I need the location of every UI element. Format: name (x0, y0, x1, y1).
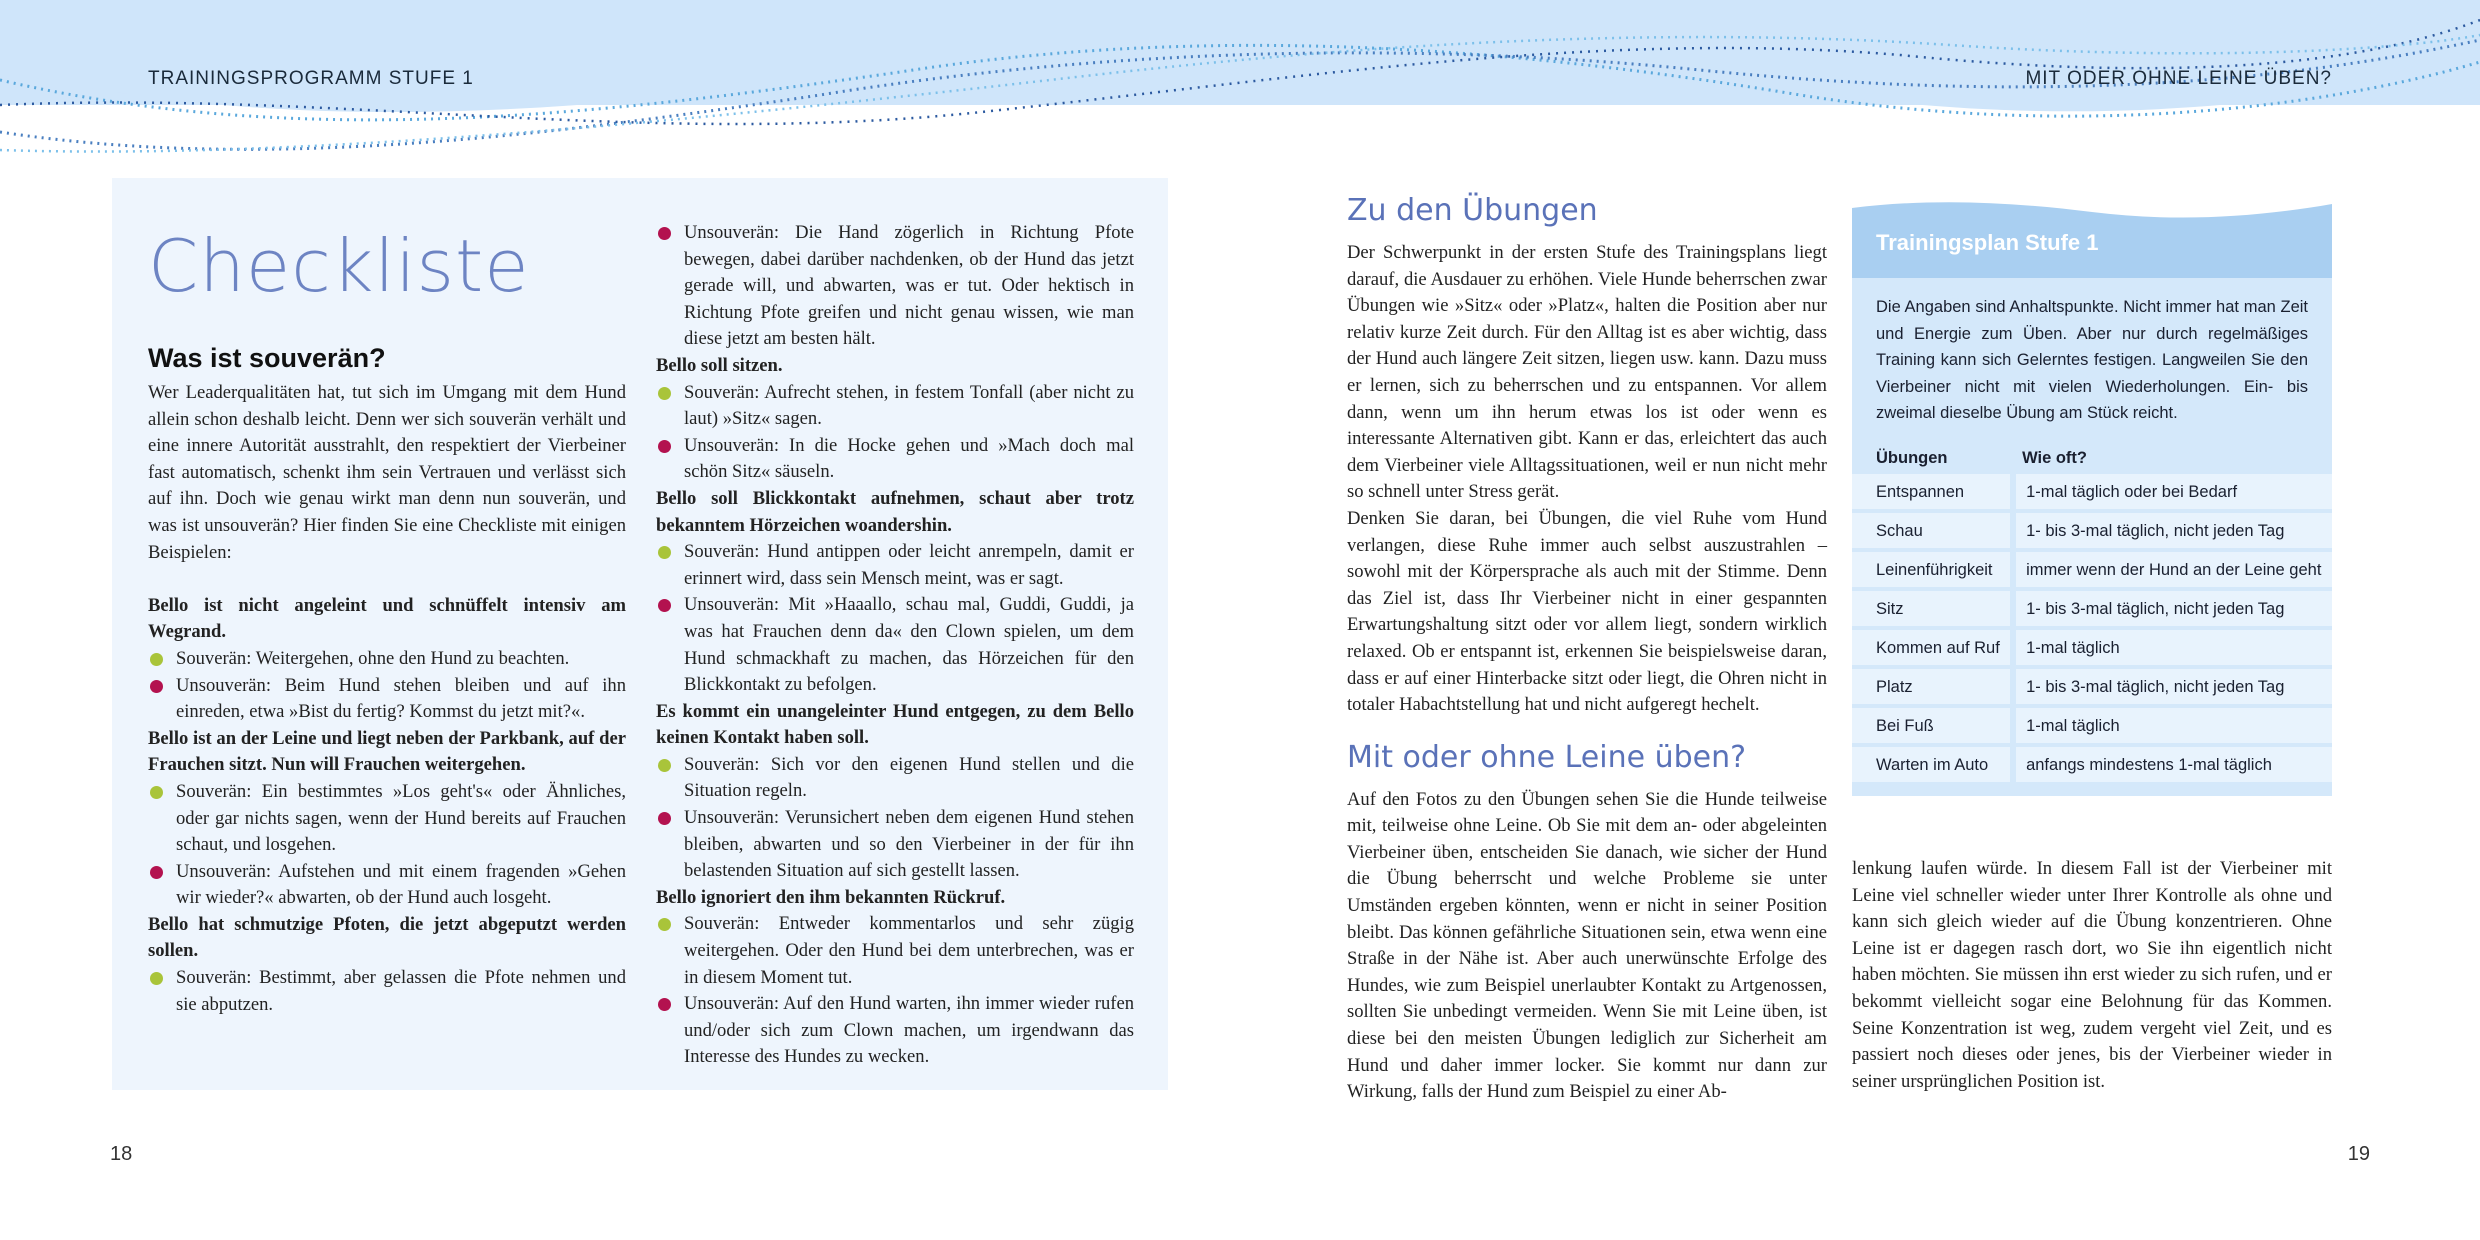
training-plan-box (1852, 198, 2332, 798)
scenario-title: Bello soll Blickkontakt aufnehmen, schaut aber trotz bekanntem Hörzeichen woandershin. (656, 487, 1134, 536)
red-bullet-icon (658, 998, 671, 1011)
red-bullet-icon (150, 680, 163, 693)
frequency-cell: 1- bis 3-mal täglich, nicht jeden Tag (2010, 669, 2332, 704)
table-row (1852, 708, 2332, 743)
section-heading-exercises: Zu den Übungen (1347, 193, 1598, 228)
exercise-cell: Bei Fuß (1852, 708, 2010, 743)
checklist-column-2 (656, 220, 1134, 1071)
article-column-1 (1347, 190, 1827, 1106)
list-item: Souverän: Ein bestimmtes »Los geht's« oder Ähnliches, oder gar nichts sagen, wenn der Hund bereits auf Frauchen schaut, und losgehen. (148, 779, 626, 859)
table-row (1852, 747, 2332, 782)
table-row (1852, 474, 2332, 509)
scenario-title: Bello ist an der Leine und liegt neben der Parkbank, auf der Frauchen sitzt. Nun will Frauchen weitergehen. (148, 727, 626, 776)
red-bullet-icon (150, 866, 163, 879)
article-paragraph: Auf den Fotos zu den Übungen sehen Sie die Hunde teilweise mit, teilweise ohne Leine. Ob Sie mit dem an- oder abgeleinten Vierbeiner üben, entscheiden Sie danach, wie sicher der Hund die Übung beherrscht und welche Probleme sie unter Umständen ergeben könnten, wenn er nicht in seiner Position bleibt. Das können gefährliche Situationen sein, etwa wenn eine Straße in der Nähe ist. Aber auch unerwünschte Erfolge des Hundes, wie zum Beispiel unerlaubter Kontakt zu Artgenossen, sollten Sie unbedingt vermeiden. Wenn Sie mit Leine üben, ist diese bei den meisten Übungen lediglich zur Sicherheit am Hund und daher immer locker. Sie kommt nur dann zur Wirkung, falls der Hund zum Beispiel zu einer Ab- (1347, 788, 1827, 1103)
red-bullet-icon (658, 599, 671, 612)
table-row (1852, 591, 2332, 626)
scenario-title: Bello soll sitzen. (656, 354, 783, 376)
article-paragraph: Der Schwerpunkt in der ersten Stufe des Trainingsplans liegt darauf, die Ausdauer zu erhöhen. Viele Hunde beherrschen zwar Übungen wie »Sitz« oder »Platz«, halten die Position aber nur relativ kurze Zeit durch. Für den Alltag ist es aber wichtig, dass der Hund auch längere Zeit sitzen, liegen usw. kann. Dazu muss er lernen, sich zu beherrschen und zu entspannen. Vor allem dann, wenn um ihn herum etwas los ist oder wenn es interessante Alternativen gibt. Kann er das, erleichtert das auch dem Vierbeiner viele Alltagssituationen, weil er nun nicht mehr so schnell unter Stress gerät. (1347, 242, 1827, 503)
list-item: Unsouverän: Beim Hund stehen bleiben und auf ihn einreden, etwa »Bist du fertig? Kommst du jetzt mit?«. (148, 673, 626, 726)
exercise-cell: Entspannen (1852, 474, 2010, 509)
exercise-cell: Platz (1852, 669, 2010, 704)
green-bullet-icon (658, 387, 671, 400)
running-head-right: MIT ODER OHNE LEINE ÜBEN? (2025, 68, 2332, 89)
table-row (1852, 513, 2332, 548)
list-item: Souverän: Weitergehen, ohne den Hund zu beachten. (148, 646, 626, 673)
red-bullet-icon (658, 227, 671, 240)
column-header-frequency: Wie oft? (2022, 448, 2087, 467)
green-bullet-icon (150, 653, 163, 666)
table-row (1852, 669, 2332, 704)
list-item: Unsouverän: Die Hand zögerlich in Richtung Pfote bewegen, dabei darüber nachdenken, ob der Hund das jetzt gerade will, und abwarten, was er tut. Oder hektisch in Richtung Pfote greifen und nicht genau wissen, wie man diese jetzt am besten hält. (656, 220, 1134, 353)
column-header-exercise: Übungen (1876, 448, 1948, 467)
frequency-cell: anfangs mindestens 1-mal täglich (2010, 747, 2332, 782)
plan-title: Trainingsplan Stufe 1 (1876, 230, 2099, 255)
running-head-left: TRAININGSPROGRAMM STUFE 1 (148, 68, 474, 89)
checklist-heading: Was ist souverän? (148, 343, 386, 373)
green-bullet-icon (150, 786, 163, 799)
scenario-title: Bello hat schmutzige Pfoten, die jetzt abgeputzt werden sollen. (148, 913, 626, 962)
green-bullet-icon (658, 759, 671, 772)
checklist-intro: Wer Leaderqualitäten hat, tut sich im Umgang mit dem Hund allein schon deshalb leicht. Denn wer sich souverän verhält und eine innere Autorität ausstrahlt, den respektiert der Vierbeiner fast automatisch, schenkt ihm sein Vertrauen und verlässt sich auf ihn. Doch wie genau wirkt man denn nun souverän, und was ist unsouverän? Hier finden Sie eine Checkliste mit einigen Beispielen: (148, 382, 626, 563)
exercise-cell: Leinenführigkeit (1852, 552, 2010, 587)
section-heading-leash: Mit oder ohne Leine üben? (1347, 739, 1747, 775)
scenario-title: Bello ist nicht angeleint und schnüffelt intensiv am Wegrand. (148, 594, 626, 643)
exercise-cell: Schau (1852, 513, 2010, 548)
table-row (1852, 552, 2332, 587)
frequency-cell: 1- bis 3-mal täglich, nicht jeden Tag (2010, 513, 2332, 548)
list-item: Souverän: Sich vor den eigenen Hund stellen und die Situation regeln. (656, 752, 1134, 805)
frequency-cell: 1-mal täglich (2010, 630, 2332, 665)
plan-intro: Die Angaben sind Anhaltspunkte. Nicht immer hat man Zeit und Energie zum Üben. Aber nur durch regelmäßiges Training kann sich Gelerntes festigen. Langweilen Sie den Vierbeiner nicht mit vielen Wiederholungen. Ein- bis zweimal dieselbe Übung am Stück reicht. (1876, 298, 2308, 422)
list-item: Unsouverän: Aufstehen und mit einem fragenden »Gehen wir wieder?« abwarten, ob der Hund auch losgeht. (148, 859, 626, 912)
green-bullet-icon (150, 972, 163, 985)
list-item: Souverän: Entweder kommentarlos und sehr zügig weitergehen. Oder den Hund bei dem unterbrechen, was er in diesem Moment tut. (656, 911, 1134, 991)
article-paragraph: Denken Sie daran, bei Übungen, die viel Ruhe vom Hund verlangen, diese Ruhe immer auch selbst auszustrahlen – sowohl mit der Körpersprache als auch mit der Stimme. Denn das Ziel ist, dass Ihr Vierbeiner nicht in einer gespannten Erwartungshaltung sitzt oder vor allem liegt, sondern wirklich relaxed. Ob er entspannt ist, erkennen Sie beispielsweise daran, dass er auf einer Hinterbacke sitzt oder liegt, die Ohren nicht in totaler Habachtstellung hat und nicht aufgeregt hechelt. (1347, 507, 1827, 716)
frequency-cell: immer wenn der Hund an der Leine geht (2010, 552, 2332, 587)
list-item: Unsouverän: Verunsichert neben dem eigenen Hund stehen bleiben, abwarten und so den Vierbeiner in der für ihn belastenden Situation auf sich gestellt lassen. (656, 805, 1134, 885)
frequency-cell: 1- bis 3-mal täglich, nicht jeden Tag (2010, 591, 2332, 626)
green-bullet-icon (658, 546, 671, 559)
plan-body (1852, 278, 2332, 796)
table-header-row (1852, 445, 2332, 470)
plan-table (1852, 441, 2332, 786)
frequency-cell: 1-mal täglich (2010, 708, 2332, 743)
table-row (1852, 630, 2332, 665)
list-item: Souverän: Bestimmt, aber gelassen die Pfote nehmen und sie abputzen. (148, 965, 626, 1018)
scenario-title: Bello ignoriert den ihm bekannten Rückruf. (656, 886, 1006, 908)
red-bullet-icon (658, 440, 671, 453)
frequency-cell: 1-mal täglich oder bei Bedarf (2010, 474, 2332, 509)
page-number-left: 18 (110, 1143, 133, 1165)
list-item: Unsouverän: Mit »Haaallo, schau mal, Guddi, Guddi, ja was hat Frauchen denn da« den Clown spielen, um dem Hund schmackhaft zu machen, das Hörzeichen für den Blickkontakt zu befolgen. (656, 592, 1134, 698)
exercise-cell: Kommen auf Ruf (1852, 630, 2010, 665)
list-item: Souverän: Aufrecht stehen, in festem Tonfall (aber nicht zu laut) »Sitz« sagen. (656, 380, 1134, 433)
red-bullet-icon (658, 812, 671, 825)
list-item: Unsouverän: In die Hocke gehen und »Mach doch mal schön Sitz« säuseln. (656, 433, 1134, 486)
page-number-right: 19 (2347, 1143, 2370, 1165)
list-item: Souverän: Hund antippen oder leicht anrempeln, damit er erinnert wird, dass sein Mensch meint, was er sagt. (656, 539, 1134, 592)
exercise-cell: Warten im Auto (1852, 747, 2010, 782)
green-bullet-icon (658, 918, 671, 931)
article-column-2 (1852, 856, 2332, 1095)
article-paragraph-continued: lenkung laufen würde. In diesem Fall ist der Vierbeiner mit Leine viel schneller wieder unter Ihrer Kontrolle als ohne und kann sich gleich wieder auf die Übung konzentrieren. Ohne Leine ist er dagegen rasch dort, wo Sie ihn eigentlich nicht haben möchten. Sie müssen ihn erst wieder zu sich rufen, und er bekommt vielleicht sogar eine Belohnung für das Kommen. Seine Konzentration ist weg, zudem vergeht viel Zeit, und es passiert noch dieses oder jenes, bis der Vierbeiner wieder in seiner ursprünglichen Position ist. (1852, 858, 2332, 1092)
list-item: Unsouverän: Auf den Hund warten, ihn immer wieder rufen und/oder sich zum Clown machen, um irgendwann das Interesse des Hundes zu wecken. (656, 991, 1134, 1071)
checklist-column-1 (148, 220, 626, 1018)
checklist-title: Checkliste (148, 224, 530, 308)
scenario-title: Es kommt ein unangeleinter Hund entgegen, zu dem Bello keinen Kontakt haben soll. (656, 700, 1134, 749)
exercise-cell: Sitz (1852, 591, 2010, 626)
